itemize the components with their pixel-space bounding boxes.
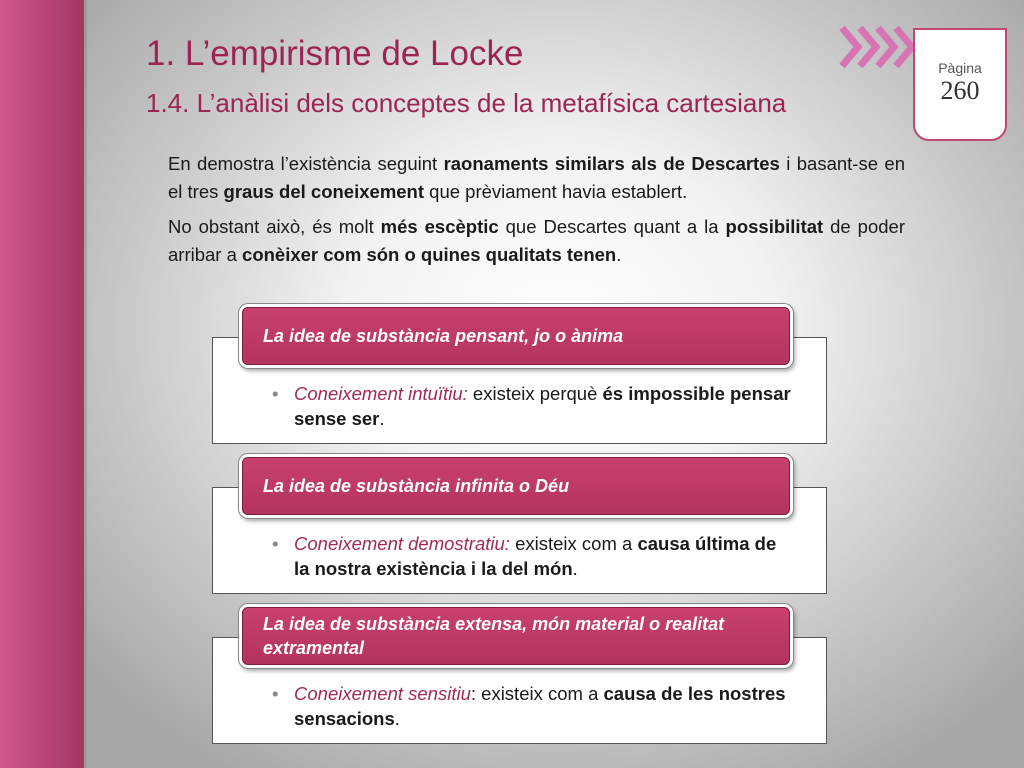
concept-bullet: • Coneixement sensitiu: existeix com a causa de les nostres sensacions. xyxy=(272,683,786,729)
concept-header: La idea de substància infinita o Déu xyxy=(242,457,790,515)
page-number-box xyxy=(913,28,1007,141)
page-number: 260 xyxy=(940,76,980,105)
concept-header: La idea de substància pensant, jo o ànima xyxy=(242,307,790,365)
page-title: 1. L’empirisme de Locke xyxy=(146,34,524,73)
bullet-dot: • xyxy=(272,683,279,704)
concept-bullet: • Coneixement demostratiu: existeix com a causa última de la nostra existència i la del món. xyxy=(272,533,777,579)
chevrons-decoration-icon xyxy=(836,24,916,70)
sidebar-edge xyxy=(84,0,87,768)
bullet-dot: • xyxy=(272,383,279,404)
left-sidebar-band xyxy=(0,0,84,768)
concept-header: La idea de substància extensa, món material o realitat extramental xyxy=(242,607,790,665)
intro-paragraph-1: En demostra l’existència seguint raonaments similars als de Descartes i basant-se en el tres graus del coneixement que prèviament havia establert. xyxy=(168,153,905,202)
concept-bullet: • Coneixement intuïtiu: existeix perquè és impossible pensar sense ser. xyxy=(272,383,791,429)
bullet-dot: • xyxy=(272,533,279,554)
intro-paragraph-2: No obstant això, és molt més escèptic que Descartes quant a la possibilitat de poder arribar a conèixer com són o quines qualitats tenen. xyxy=(168,216,905,265)
page-label: Pàgina xyxy=(938,60,982,76)
intro-text xyxy=(168,150,905,276)
page-subtitle: 1.4. L’anàlisi dels conceptes de la metafísica cartesiana xyxy=(146,88,787,118)
